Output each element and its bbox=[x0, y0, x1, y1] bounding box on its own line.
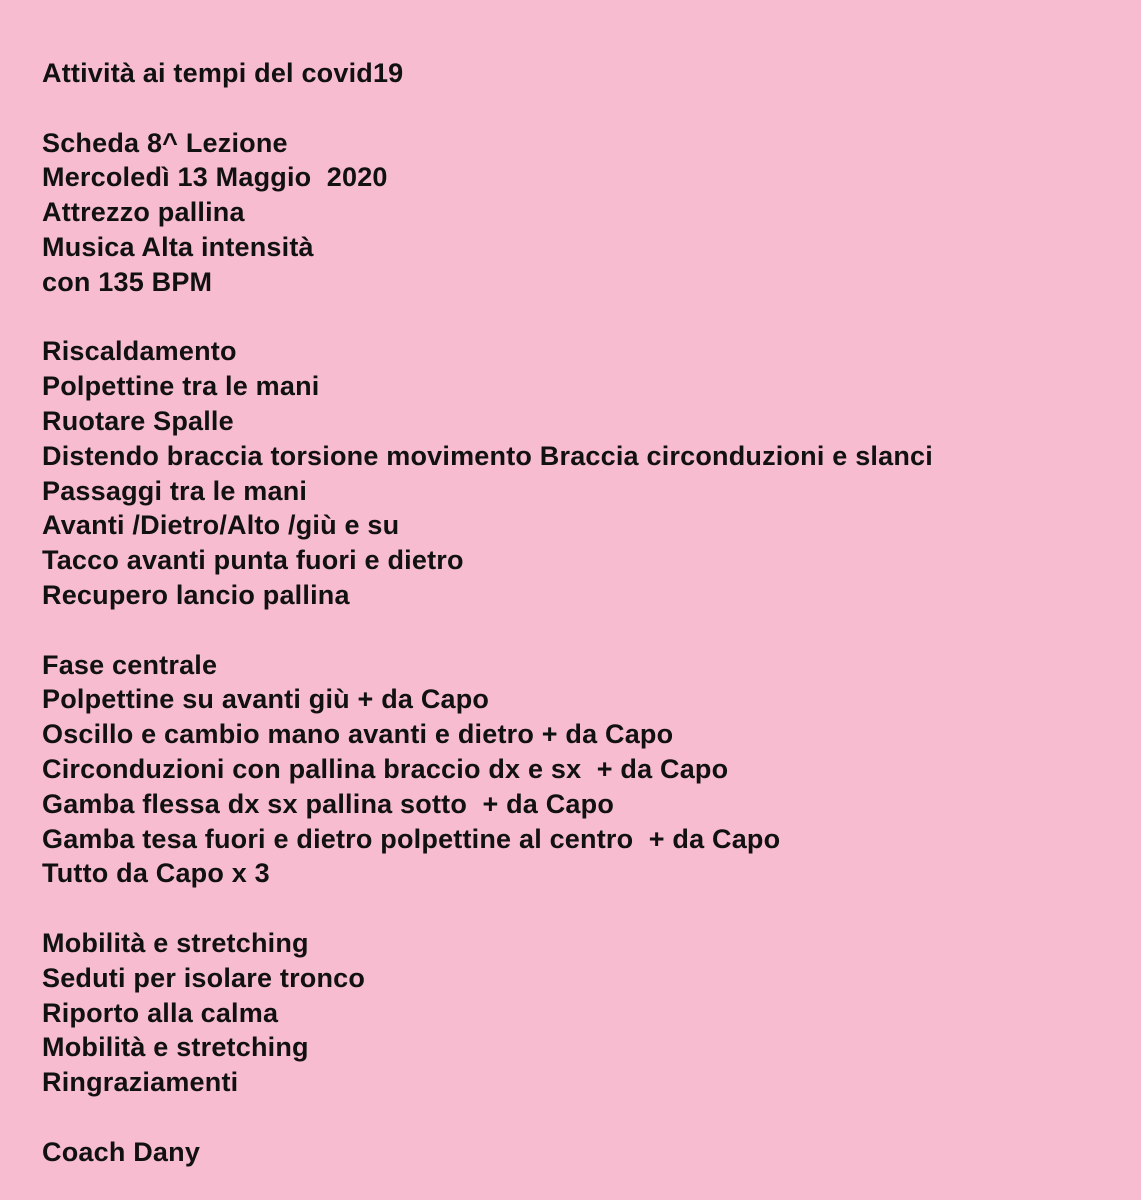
warmup-item: Passaggi tra le mani bbox=[42, 475, 308, 506]
lesson-bpm: con 135 BPM bbox=[42, 266, 213, 297]
warmup-heading: Riscaldamento bbox=[42, 336, 237, 367]
cooldown-item: Riporto alla calma bbox=[42, 997, 279, 1028]
warmup-item: Avanti /Dietro/Alto /giù e su bbox=[42, 510, 400, 541]
document-title: Attività ai tempi del covid19 bbox=[42, 58, 404, 88]
warmup-item: Ruotare Spalle bbox=[42, 405, 234, 436]
warmup-item: Distendo braccia torsione movimento Braccia circonduzioni e slanci bbox=[42, 440, 933, 471]
spacer bbox=[42, 300, 1132, 335]
lesson-sheet bbox=[42, 56, 1132, 1170]
warmup-item: Recupero lancio pallina bbox=[42, 579, 350, 610]
warmup-item: Tacco avanti punta fuori e dietro bbox=[42, 545, 464, 576]
lesson-equipment: Attrezzo pallina bbox=[42, 197, 245, 228]
central-item: Circonduzioni con pallina braccio dx e sx + da Capo bbox=[42, 753, 729, 784]
spacer bbox=[42, 1100, 1132, 1135]
central-item: Oscillo e cambio mano avanti e dietro + da Capo bbox=[42, 719, 674, 750]
spacer bbox=[42, 91, 1132, 126]
central-item: Tutto da Capo x 3 bbox=[42, 858, 270, 889]
lesson-number: Scheda 8^ Lezione bbox=[42, 127, 288, 158]
cooldown-item: Ringraziamenti bbox=[42, 1067, 239, 1098]
central-item: Gamba flessa dx sx pallina sotto + da Capo bbox=[42, 788, 615, 819]
cooldown-item: Mobilità e stretching bbox=[42, 927, 309, 958]
cooldown-item: Seduti per isolare tronco bbox=[42, 962, 366, 993]
warmup-item: Polpettine tra le mani bbox=[42, 371, 320, 402]
central-heading: Fase centrale bbox=[42, 649, 218, 680]
lesson-music: Musica Alta intensità bbox=[42, 231, 314, 262]
spacer bbox=[42, 891, 1132, 926]
cooldown-item: Mobilità e stretching bbox=[42, 1032, 309, 1063]
spacer bbox=[42, 613, 1132, 648]
lesson-date: Mercoledì 13 Maggio 2020 bbox=[42, 162, 388, 193]
central-item: Polpettine su avanti giù + da Capo bbox=[42, 684, 490, 715]
coach-signature: Coach Dany bbox=[42, 1136, 201, 1167]
central-item: Gamba tesa fuori e dietro polpettine al centro + da Capo bbox=[42, 823, 781, 854]
